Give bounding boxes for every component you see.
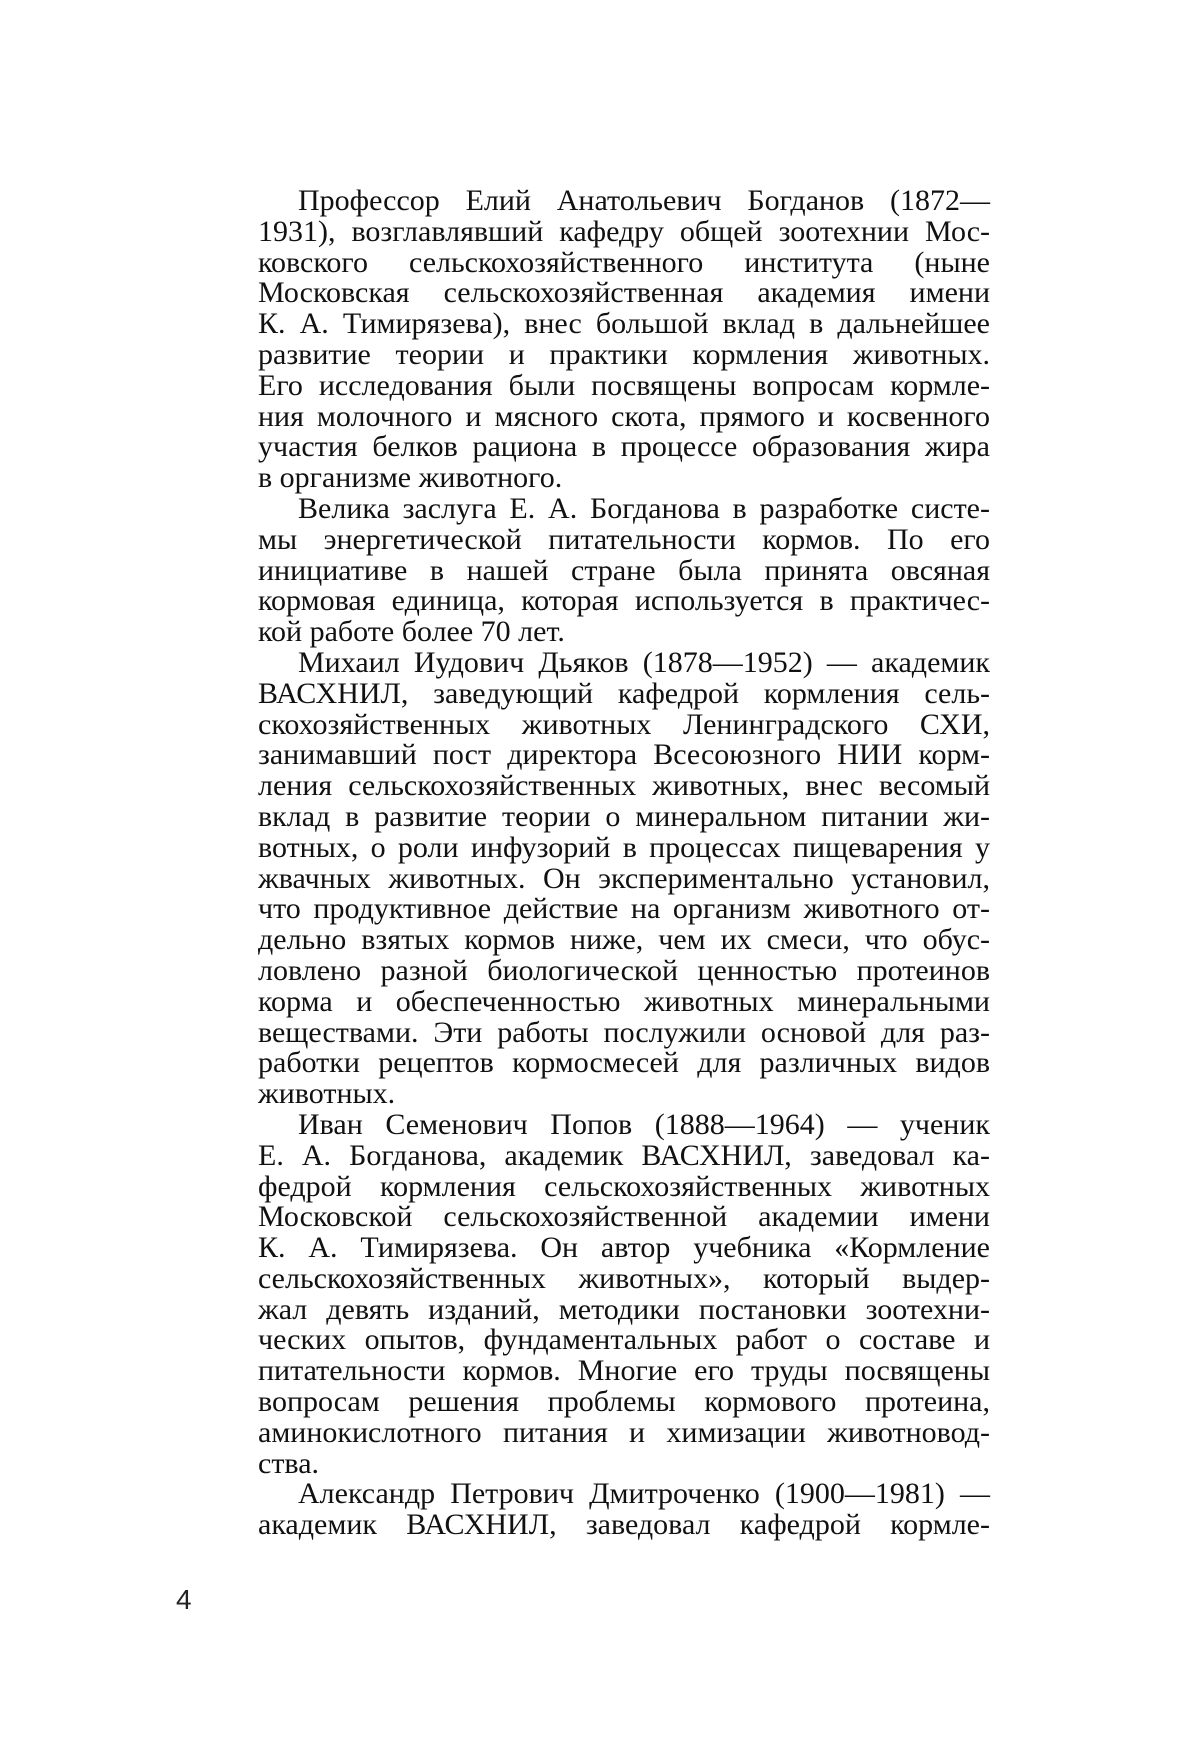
body-text	[258, 186, 990, 1541]
text-line: мы энергетической питательности кормов. По его	[258, 522, 990, 556]
text-line: в организме животного.	[258, 461, 563, 495]
paragraph	[258, 645, 990, 1111]
text-line: Иван Семенович Попов (1888—1964) — ученик	[298, 1107, 990, 1141]
text-line: ства.	[258, 1446, 320, 1480]
text-line: Александр Петрович Дмитроченко (1900—1981) —	[298, 1477, 990, 1511]
text-line: К. А. Тимирязева. Он автор учебника «Кормление	[258, 1231, 990, 1265]
text-line: корма и обеспеченностью животных минеральными	[258, 984, 990, 1018]
text-line: федрой кормления сельскохозяйственных животных	[258, 1169, 990, 1203]
text-line: Велика заслуга Е. А. Богданова в разработке систе-	[298, 491, 990, 525]
paragraph	[258, 491, 990, 649]
text-line: академик ВАСХНИЛ, заведовал кафедрой кормле-	[258, 1508, 990, 1542]
text-line: что продуктивное действие на организм животного от-	[258, 892, 990, 926]
text-line: жвачных животных. Он экспериментально установил,	[258, 861, 990, 895]
text-line: ния молочного и мясного скота, прямого и косвенного	[258, 399, 990, 433]
paragraph	[258, 1107, 990, 1480]
text-line: занимавший пост директора Всесоюзного НИИ корм-	[258, 738, 990, 772]
text-line: животных.	[258, 1077, 396, 1111]
text-line: ления сельскохозяйственных животных, внес весомый	[258, 769, 990, 803]
text-line: Московская сельскохозяйственная академия имени	[258, 276, 990, 310]
text-line: ческих опытов, фундаментальных работ о составе и	[258, 1323, 990, 1357]
text-line: Московской сельскохозяйственной академии имени	[258, 1200, 990, 1234]
text-line: 1931), возглавлявший кафедру общей зоотехнии Мос-	[258, 214, 990, 248]
text-line: развитие теории и практики кормления животных.	[258, 337, 990, 371]
text-line: вопросам решения проблемы кормового протеина,	[258, 1385, 990, 1419]
text-line: участия белков рациона в процессе образования жира	[258, 430, 990, 464]
text-line: ковского сельскохозяйственного института (ныне	[258, 245, 990, 279]
text-line: жал девять изданий, методики постановки зоотехни-	[258, 1292, 990, 1326]
text-line: К. А. Тимирязева), внес большой вклад в дальнейшее	[258, 307, 990, 341]
text-line: скохозяйственных животных Ленинградского СХИ,	[258, 707, 990, 741]
text-line: питательности кормов. Многие его труды посвящены	[258, 1354, 990, 1388]
paragraph	[258, 186, 990, 494]
text-line: сельскохозяйственных животных», который выдер-	[258, 1261, 990, 1295]
paragraph	[258, 1479, 990, 1541]
text-line: кой работе более 70 лет.	[258, 615, 565, 649]
text-line: ВАСХНИЛ, заведующий кафедрой кормления сель-	[258, 676, 990, 710]
text-line: инициативе в нашей стране была принята овсяная	[258, 553, 990, 587]
text-line: работки рецептов кормосмесей для различных видов	[258, 1046, 990, 1080]
text-line: ловлено разной биологической ценностью протеинов	[258, 953, 990, 987]
text-line: веществами. Эти работы послужили основой для раз-	[258, 1015, 990, 1049]
text-line: вотных, о роли инфузорий в процессах пищеварения у	[258, 830, 990, 864]
page-number: 4	[176, 1584, 192, 1615]
text-line: вклад в развитие теории о минеральном питании жи-	[258, 799, 990, 833]
text-line: Его исследования были посвящены вопросам кормле-	[258, 368, 990, 402]
text-line: Е. А. Богданова, академик ВАСХНИЛ, заведовал ка-	[258, 1138, 990, 1172]
text-line: Михаил Иудович Дьяков (1878—1952) — академик	[298, 645, 990, 679]
text-line: дельно взятых кормов ниже, чем их смеси, что обус-	[258, 923, 990, 957]
text-line: кормовая единица, которая используется в практичес-	[258, 584, 990, 618]
text-line: аминокислотного питания и химизации животновод-	[258, 1415, 990, 1449]
text-line: Профессор Елий Анатольевич Богданов (1872—	[298, 184, 990, 217]
